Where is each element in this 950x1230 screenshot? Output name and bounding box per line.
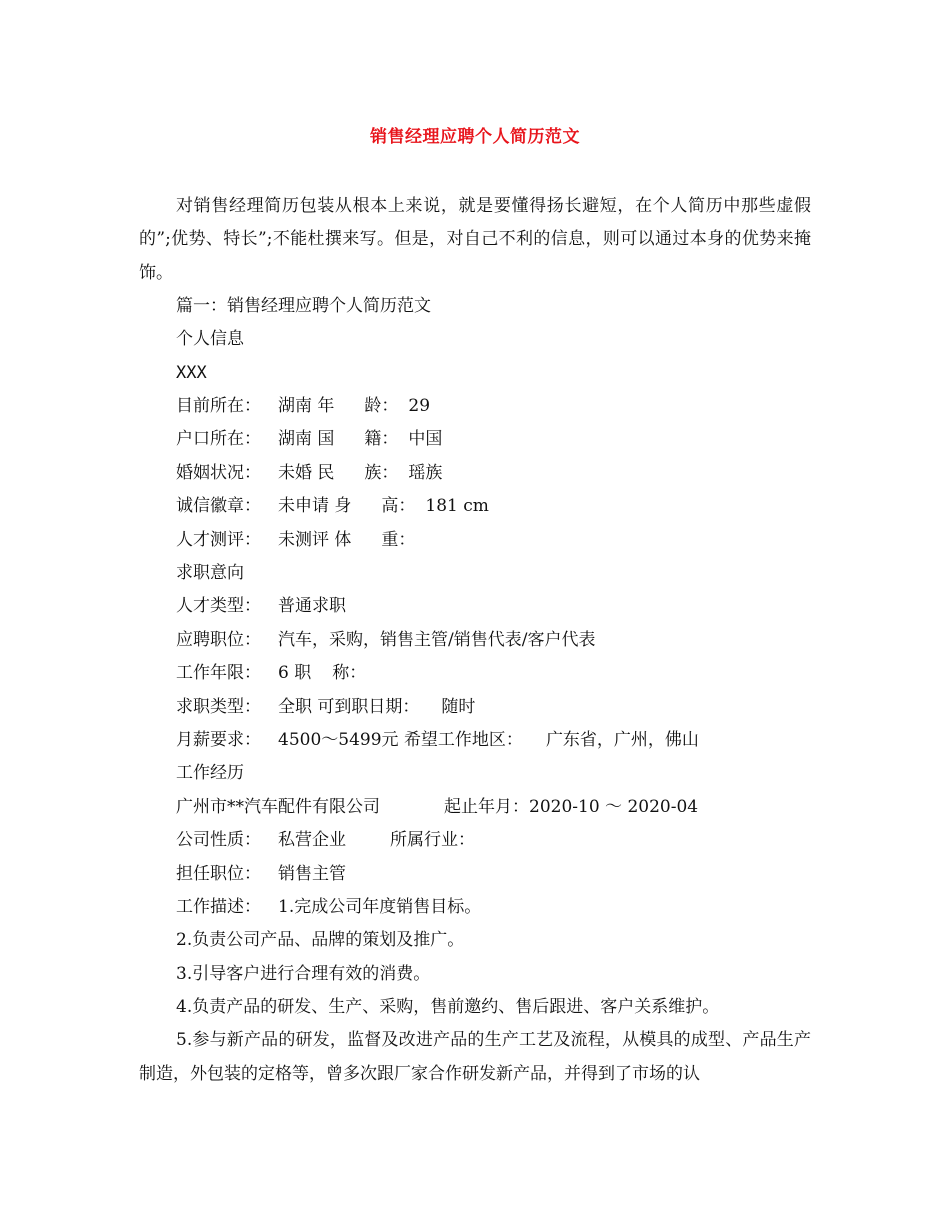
- document-title: 销售经理应聘个人简历范文: [370, 127, 580, 147]
- position-row: [139, 624, 811, 657]
- info-label: 国: [317, 429, 335, 450]
- section-heading: 篇一：销售经理应聘个人简历范文: [176, 295, 431, 316]
- salary-row: [139, 724, 811, 757]
- info-row: [139, 524, 811, 557]
- info-value: 未测评: [278, 529, 329, 550]
- job-type-value: 全职: [278, 696, 312, 717]
- description-label: 工作描述：: [176, 896, 261, 917]
- info-label: 目前所在：: [176, 396, 261, 417]
- info-label: 户口所在：: [176, 429, 261, 450]
- info-value: 瑶族: [408, 462, 443, 483]
- area-label: 希望工作地区：: [403, 729, 523, 750]
- period-label: 起止年月：: [444, 796, 529, 817]
- salary-label: 月薪要求：: [176, 729, 261, 750]
- info-label: 重：: [381, 529, 416, 550]
- duty-item: 4.负责产品的研发、生产、采购，售前邀约、售后跟进、客户关系维护。: [176, 997, 720, 1018]
- talent-type-value: 普通求职: [278, 596, 346, 617]
- duty-item: 5.参与新产品的研发，监督及改进产品的生产工艺及流程，从模具的成型、产品生产制造，外包装的定格等，曾多次跟厂家合作研发新产品，并得到了市场的认: [139, 1030, 811, 1084]
- role-label: 担任职位：: [176, 863, 261, 884]
- period-value: 2020-10 ～ 2020-04: [529, 796, 699, 817]
- years-row: [139, 657, 811, 690]
- info-label: 人才测评：: [176, 529, 261, 550]
- info-value: 29: [408, 396, 431, 417]
- document-body: [139, 190, 811, 1091]
- start-date-value: 随时: [441, 696, 476, 717]
- info-value: 湖南: [278, 396, 312, 417]
- info-label: 民: [317, 462, 335, 483]
- area-value: 广东省，广州，佛山: [545, 729, 699, 750]
- talent-type-row: [139, 590, 811, 623]
- start-date-label: 可到职日期：: [317, 696, 420, 717]
- info-row: [139, 490, 811, 523]
- nature-value: 私营企业: [278, 830, 346, 851]
- nature-label: 公司性质：: [176, 830, 261, 851]
- work-heading: 工作经历: [176, 763, 244, 784]
- role-value: 销售主管: [278, 863, 346, 884]
- job-type-row: [139, 691, 811, 724]
- info-value: 未婚: [278, 462, 312, 483]
- info-label: 体: [334, 529, 352, 550]
- intent-heading: 求职意向: [176, 563, 244, 584]
- salary-value: 4500～5499元: [278, 729, 399, 750]
- company-name: 广州市**汽车配件有限公司: [176, 796, 380, 817]
- candidate-name: XXX: [176, 362, 207, 383]
- position-label: 应聘职位：: [176, 629, 261, 650]
- years-label: 工作年限：: [176, 663, 261, 684]
- info-value: 湖南: [278, 429, 312, 450]
- info-row: [139, 457, 811, 490]
- info-label: 高：: [381, 496, 416, 517]
- info-label: 诚信徽章：: [176, 496, 261, 517]
- industry-label: 所属行业：: [390, 830, 475, 851]
- company-row: [139, 791, 811, 824]
- description-row: [139, 891, 811, 924]
- years-value: 6: [278, 663, 289, 684]
- info-row: [139, 423, 811, 456]
- duty-item: 1.完成公司年度销售目标。: [278, 896, 482, 917]
- info-value: 未申请: [278, 496, 329, 517]
- info-label: 婚姻状况：: [176, 462, 261, 483]
- nature-row: [139, 824, 811, 857]
- info-label: 身: [334, 496, 352, 517]
- info-value: 181 cm: [425, 496, 489, 517]
- personal-info-heading: 个人信息: [176, 329, 244, 350]
- job-type-label: 求职类型：: [176, 696, 261, 717]
- info-label: 年: [317, 396, 335, 417]
- info-value: 中国: [408, 429, 443, 450]
- intro-paragraph: 对销售经理简历包装从根本上来说，就是要懂得扬长避短，在个人简历中那些虚假的”;优势、特长”;不能杜撰来写。但是，对自己不利的信息，则可以通过本身的优势来掩饰。: [139, 196, 811, 283]
- info-label: 龄：: [364, 396, 399, 417]
- duty-item: 2.负责公司产品、品牌的策划及推广。: [176, 930, 465, 951]
- role-row: [139, 858, 811, 891]
- duty-item: 3.引导客户进行合理有效的消费。: [176, 963, 431, 984]
- position-value: 汽车，采购，销售主管/销售代表/客户代表: [278, 629, 596, 650]
- talent-type-label: 人才类型：: [176, 596, 261, 617]
- title-label: 职: [294, 663, 312, 684]
- info-label: 籍：: [364, 429, 399, 450]
- title-label: 称：: [332, 663, 367, 684]
- info-label: 族：: [364, 462, 399, 483]
- info-row: [139, 390, 811, 423]
